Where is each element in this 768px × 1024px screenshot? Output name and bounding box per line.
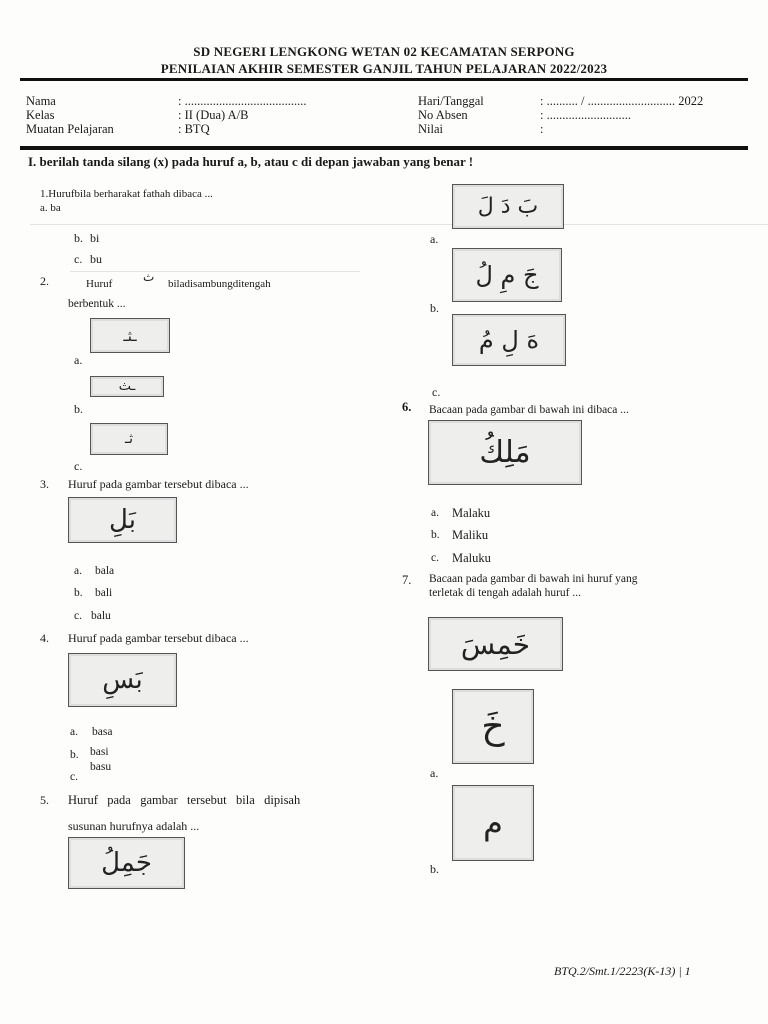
q4-image-glyph: بَسِ: [102, 665, 143, 695]
q1-stem: 1.Hurufbila berharakat fathah dibaca ...: [40, 188, 213, 200]
q6-image-glyph: مَلِكُ: [479, 435, 531, 470]
q5-image-glyph: جَمِلُ: [101, 848, 152, 878]
kelas-value: : II (Dua) A/B: [178, 108, 249, 122]
q3-option-b-letter: b.: [74, 587, 83, 599]
q1-option-c-letter: c.: [74, 252, 83, 266]
q2-option-a-glyph: ـثـ: [123, 326, 137, 345]
q1-image: [452, 184, 564, 229]
q2-stem-a: Huruf: [86, 278, 113, 290]
hari-value: : .......... / ............................ 2022: [540, 94, 704, 108]
q7-image: [428, 617, 563, 671]
header-rule-bottom: [20, 146, 748, 150]
q1-image-c-letter: c.: [432, 385, 441, 399]
q2-option-b-image: [90, 376, 164, 397]
q7-stem-a: Bacaan pada gambar di bawah ini huruf yang: [429, 573, 638, 585]
q3-option-a-letter: a.: [74, 565, 82, 577]
q4-option-c: basu: [90, 761, 112, 773]
absen-value: : ...........................: [540, 108, 631, 122]
muatan-label: Muatan Pelajaran: [26, 122, 114, 136]
q2-option-c-glyph: ثـ: [125, 431, 133, 447]
kelas-label: Kelas: [26, 108, 55, 122]
q3-stem: Huruf pada gambar tersebut dibaca ...: [68, 477, 249, 491]
q7-stem-b: terletak di tengah adalah huruf ...: [429, 587, 581, 599]
q6-option-b: Maliku: [452, 528, 489, 542]
q2-stem-c: berbentuk ...: [68, 298, 126, 310]
q1-image-b-letter: b.: [430, 301, 439, 315]
q4-image: [68, 653, 177, 707]
q2-option-a-image: [90, 318, 170, 353]
q2-divider: [70, 271, 360, 272]
q7-option-b-letter: b.: [430, 862, 439, 876]
q7-option-b-glyph: م: [483, 804, 503, 842]
q3-option-c: balu: [91, 610, 111, 622]
q5-number: 5.: [40, 793, 49, 807]
q4-option-a-letter: a.: [70, 726, 78, 738]
q3-option-b: bali: [95, 587, 113, 599]
q7-option-a-glyph: خَ: [481, 706, 505, 747]
q2-glyph: ث: [143, 270, 155, 284]
q4-stem: Huruf pada gambar tersebut dibaca ...: [68, 631, 249, 645]
q7-number: 7.: [402, 573, 412, 587]
q1-divider: [30, 224, 768, 225]
q1-option-b-letter: b.: [74, 231, 83, 245]
q3-number: 3.: [40, 477, 49, 491]
q1-image-a-letter: a.: [430, 232, 439, 246]
q2-option-b-letter: b.: [74, 402, 83, 416]
q7-option-a-image: [452, 689, 534, 764]
q7-image-glyph: خَمِسَ: [460, 627, 531, 661]
q4-number: 4.: [40, 631, 49, 645]
q1-option-a: a. ba: [40, 202, 61, 214]
q6-option-a-letter: a.: [431, 507, 439, 519]
q1-option-c: bu: [90, 252, 102, 266]
exam-title: PENILAIAN AKHIR SEMESTER GANJIL TAHUN PELAJARAN 2022/2023: [160, 61, 608, 76]
nilai-label: Nilai: [418, 122, 443, 136]
q2-option-b-glyph: ـث: [118, 379, 136, 394]
instruction: I. berilah tanda silang (x) pada huruf a, b, atau c di depan jawaban yang benar !: [28, 154, 474, 169]
page-footer: BTQ.2/Smt.1/2223(K-13) | 1: [554, 964, 691, 978]
q4-option-c-letter: c.: [70, 771, 78, 783]
q6-image: [428, 420, 582, 485]
school-title: SD NEGERI LENGKONG WETAN 02 KECAMATAN SERPONG: [193, 44, 575, 59]
q1-option-b-glyph: هَ لِ مُ: [478, 326, 540, 354]
q1-option-a-glyph: جَ مِ لُ: [475, 261, 539, 289]
q2-option-c-image: [90, 423, 168, 455]
q1-option-b-image: [452, 314, 566, 366]
nilai-value: :: [540, 122, 544, 136]
q3-option-a: bala: [95, 565, 115, 577]
q4-option-b: basi: [90, 746, 109, 758]
nama-value: : .......................................: [178, 94, 307, 108]
q6-number: 6.: [402, 400, 412, 414]
q6-stem: Bacaan pada gambar di bawah ini dibaca ...: [429, 404, 629, 416]
q5-stem-a: Huruf pada gambar tersebut bila dipisah: [68, 793, 301, 807]
q2-option-a-letter: a.: [74, 353, 83, 367]
q3-image-glyph: بَلِ: [109, 505, 136, 535]
q7-option-a-letter: a.: [430, 766, 439, 780]
q3-image: [68, 497, 177, 543]
absen-label: No Absen: [418, 108, 468, 122]
nama-label: Nama: [26, 94, 56, 108]
q5-stem-b: susunan hurufnya adalah ...: [68, 819, 200, 833]
hari-label: Hari/Tanggal: [418, 94, 484, 108]
muatan-value: : BTQ: [178, 122, 210, 136]
q2-stem-b: biladisambungditengah: [168, 278, 271, 290]
q2-option-c-letter: c.: [74, 459, 83, 473]
q4-option-a: basa: [92, 726, 113, 738]
q6-option-c-letter: c.: [431, 552, 439, 564]
q1-image-glyph: بَ دَ لَ: [477, 194, 539, 219]
q2-number: 2.: [40, 274, 49, 288]
q3-option-c-letter: c.: [74, 610, 82, 622]
header-rule-top: [20, 78, 748, 81]
q7-option-b-image: [452, 785, 534, 861]
q6-option-b-letter: b.: [431, 529, 440, 541]
q4-option-b-letter: b.: [70, 749, 79, 761]
q5-image: [68, 837, 185, 889]
q1-option-a-image: [452, 248, 562, 302]
q1-option-b: bi: [90, 231, 100, 245]
q6-option-c: Maluku: [452, 551, 491, 565]
q6-option-a: Malaku: [452, 506, 491, 520]
